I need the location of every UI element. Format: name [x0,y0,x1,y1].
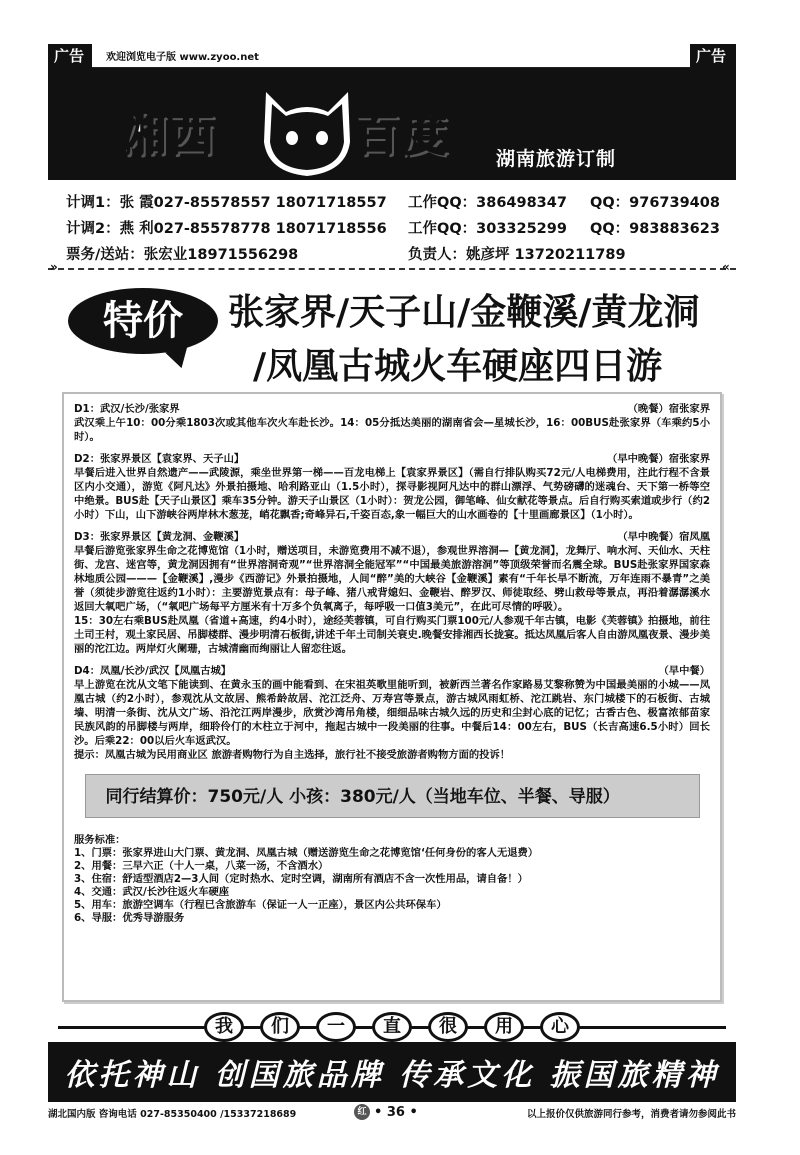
service-item: 1、门票：张家界进山大门票、黄龙洞、凤凰古城（赠送游览生命之花博览馆‘任何身份的客人无退费） [74,847,539,859]
motto-char: 一 [316,1012,356,1042]
day-description: 早餐后进入世界自然遗产——武陵源，乘坐世界第一梯——百龙电梯上【袁家界景区】（需自行排队购买72元/人电梯费用，注此行程不含景区内小交通），游览《阿凡达》外景拍摄地、哈利路亚山（1.5小时），探寻影视阿凡达中的群山漂浮、气势磅礴的迷魂台、天下第一桥等空中绝景。BUS赴【天子山景区】乘车35分钟。游天子山景区（1小时）：贺龙公园，御笔峰、仙女献花等景点。后自行购买索道或步行（约2小时）下山，山下游峡谷两岸林木葱茏，峭花飘香;奇峰异石,千姿百态,象一幅巨大的山水画卷的【十里画廊景区】（1小时）。 [74,467,710,521]
page-number: • 36 • [374,1104,418,1120]
day-heading: D4：凤凰/长沙/武汉【凤凰古城】 [74,665,232,677]
ad-label-right: 广告 [690,44,736,68]
contact-manager: 负责人：姚彦坪 13720211789 [408,247,626,263]
day-meals: （早中晚餐）宿张家界 [607,453,710,465]
itinerary-day-3 [74,530,710,656]
day-meals: （早中餐） [658,665,710,677]
day-meals: （早中晚餐）宿凤凰 [617,531,710,543]
contact-row-2 [66,216,722,242]
contact-work-qq-2: 工作QQ：303325299 [408,221,567,237]
contact-block [48,180,736,270]
promo-title [48,278,736,388]
day-description: 早餐后游览张家界生命之花博览馆（1小时，赠送项目，未游览费用不减不退），参观世界溶洞—【黄龙洞】，龙舞厅、响水河、天仙水、天柱街、龙宫、迷宫等，黄龙洞因拥有“世界溶洞奇观”“世界溶洞全能冠军”“中国最美旅游溶洞”等顶级荣誉而名震全球。BUS赴张家界国家森林地质公园———【金鞭溪】,漫步《西游记》外景拍摄地，人间“醉”美的大峡谷【金鞭溪】素有“千年长旱不断流，万年连雨不暴青”之美誉（须徒步游览往返约1小时）：主要游览景点有：母子峰、猪八戒背媳妇、金鞭岩、醉罗汉、师徒取经、劈山救母等景点，再沿着潺潺溪水返回大氧吧广场，（“氧吧广场每平方厘米有十万多个负氧离子，每呼吸一口值3美元”，在此可尽情的呼吸）。 [74,545,710,613]
day-heading: D3：张家界景区【黄龙洞、金鞭溪】 [74,531,245,543]
service-item: 2、用餐：三早六正（十人一桌，八菜一汤，不含酒水） [74,860,329,872]
itinerary-panel [62,392,722,1002]
motto-char: 很 [428,1012,468,1042]
day-description-continued: 15：30左右乘BUS赴凤凰（省道+高速，约4小时），途经芙蓉镇，可自行购买门票100元/人参观千年古镇，电影《芙蓉镇》拍摄地，前往土司王村，观土家民居、吊脚楼群、漫步明清石板街,讲述千年土司制关衰史.晚餐安排湘西长拢宴。抵达凤凰后客人自由游凤凰夜景、漫步美丽的沱江边。两岸灯火阑珊，古城清幽而绚丽让人留恋往返。 [74,615,710,655]
contact-row-3 [66,242,722,268]
page-number-group [354,1104,418,1120]
page-badge-icon: 红 [354,1104,370,1120]
dashed-divider [48,268,736,270]
special-price-badge: 特价 [68,288,218,354]
logo-text-baidu: 百度 [353,107,449,161]
shopping-tip: 提示：凤凰古城为民用商业区 旅游者购物行为自主选择，旅行社不接受旅游者购物方面的投诉！ [74,749,511,761]
contact-planner-2: 计调2：燕 利027-85578778 18071718556 [66,221,387,237]
footer-contact: 湖北国内版 咨询电话 027-85350400 /15337218689 [48,1109,297,1120]
motto-characters [48,1012,736,1042]
price-bar: 同行结算价：750元/人 小孩：380元/人（当地车位、半餐、导服） [85,774,700,818]
ad-label-left: 广告 [48,44,92,68]
day-description: 早上游览在沈从文笔下能读到、在黄永玉的画中能看到、在宋祖英歌里能听到，被新西兰著名作家路易艾黎称赞为中国最美丽的小城——凤凰古城（约2小时），参观沈从文故居、熊希龄故居、沱江泛舟、万寿宫等景点，游古城风雨虹桥、沱江跳岩、东门城楼下的石板街、古城墙、明清一条街、沈从文广场、沿沱江两岸漫步，欣赏沙湾吊角楼，细细品味古城久远的历史和尘封心底的记忆；古香古色、极富浓郁苗家民族风韵的吊脚楼与两岸，细聆伶仃的木柱立于河中，拖起古城中一段美丽的往事。中餐后14：00左右，BUS（长吉高速6.5小时）回长沙。后乘22：00以后火车返武汉。 [74,679,710,747]
motto-char: 们 [260,1012,300,1042]
contact-work-qq-1: 工作QQ：386498347 [408,195,567,211]
itinerary-day-2 [74,452,710,522]
day-heading: D2：张家界景区【袁家界、天子山】 [74,453,245,465]
day-description: 武汉乘上午10：00分乘1803次或其他车次火车赴长沙。14：05分抵达美丽的湖南省会—星城长沙，16：00BUS赴张家界（车乘约5小时）。 [74,417,710,443]
slogan-band [48,1042,736,1102]
slogan-text: 依托神山 创国旅品牌 传承文化 振国旅精神 [64,1058,720,1093]
service-item: 4、交通：武汉/长沙往返火车硬座 [74,886,230,898]
motto-char: 我 [204,1012,244,1042]
motto-char: 心 [540,1012,580,1042]
motto-bar [48,1012,736,1042]
footer-disclaimer: 以上报价仅供旅游同行参考，消费者请勿参阅此书 [526,1109,736,1120]
promo-title-line2: /凤凰古城火车硬座四日游 [253,346,663,387]
website-text: 欢迎浏览电子版 www.zyoo.net [106,52,259,63]
promo-title-line1: 张家界/天子山/金鞭溪/黄龙洞 [228,292,700,333]
service-title: 服务标准： [74,834,126,846]
day-meals: （晚餐）宿张家界 [627,403,710,415]
service-standards [74,834,710,925]
divider-arrow-right: « [722,260,730,274]
contact-ticketing: 票务/送站：张宏业18971556298 [66,247,299,263]
cat-logo-icon [258,72,356,178]
contact-row-1 [66,190,722,216]
service-item: 5、用车：旅游空调车（行程已含旅游车（保证一人一正座），景区内公共环保车） [74,899,447,911]
page-footer [48,1104,736,1122]
contact-planner-1: 计调1：张 霞027-85578557 18071718557 [66,195,387,211]
service-item: 6、导服：优秀导游服务 [74,912,185,924]
divider-arrow-left: » [50,260,58,274]
service-item: 3、住宿：舒适型酒店2—3人间（定时热水、定时空调，湖南所有酒店不含一次性用品，请自备！） [74,873,528,885]
contact-qq-1: QQ：976739408 [590,195,720,211]
top-bar [48,44,736,68]
day-heading: D1：武汉/长沙/张家界 [74,403,180,415]
motto-char: 直 [372,1012,412,1042]
contact-qq-2: QQ：983883623 [590,221,720,237]
logo-text-xiangxi: 湘西 [120,107,216,161]
header-slogan: 湖南旅游订制 [496,148,617,170]
brand-header [48,68,736,180]
itinerary-day-4 [74,664,710,762]
motto-char: 用 [484,1012,524,1042]
itinerary-day-1 [74,402,710,444]
